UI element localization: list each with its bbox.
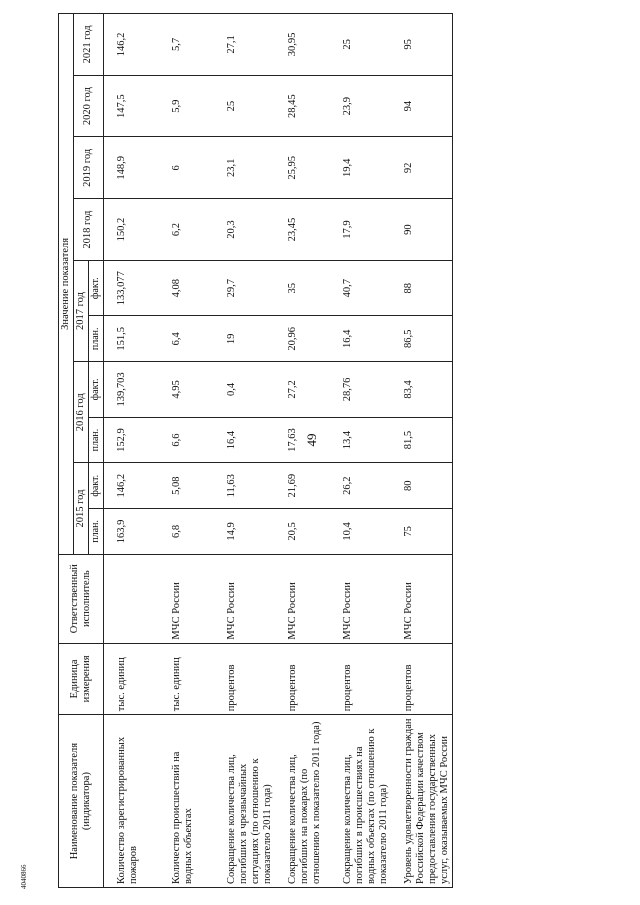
cell-p2016: 81,5: [391, 417, 453, 463]
cell-p2015: 6,8: [159, 509, 214, 555]
cell-unit: процентов: [391, 643, 453, 715]
cell-p2015: 75: [391, 509, 453, 555]
cell-f2017: 35: [275, 260, 330, 316]
cell-v2021: 5,7: [159, 14, 214, 76]
header-fact: факт.: [89, 260, 104, 316]
cell-name: Сокращение количества лиц, погибших в чрезвычайных ситуациях (по отношению к показателю 2011 года): [214, 715, 275, 888]
table-row: [330, 14, 391, 888]
cell-f2015: 11,63: [214, 463, 275, 509]
table-row: [103, 14, 159, 888]
cell-f2016: 4,95: [159, 362, 214, 418]
cell-p2016: 6,6: [159, 417, 214, 463]
header-2019: 2019 год: [74, 137, 104, 199]
cell-responsible: МЧС России: [159, 554, 214, 643]
header-unit: Единица измерения: [59, 643, 104, 715]
cell-v2019: 23,1: [214, 137, 275, 199]
cell-v2021: 95: [391, 14, 453, 76]
header-fact: факт.: [89, 362, 104, 418]
cell-name: Количество происшествий на водных объектах: [159, 715, 214, 888]
cell-p2017: 151,5: [103, 316, 159, 362]
table-row: [159, 14, 214, 888]
cell-p2015: 163,9: [103, 509, 159, 555]
cell-p2016: 17,63: [275, 417, 330, 463]
cell-f2017: 88: [391, 260, 453, 316]
table-row: [391, 14, 453, 888]
cell-responsible: МЧС России: [330, 554, 391, 643]
cell-f2015: 21,69: [275, 463, 330, 509]
cell-f2016: 28,76: [330, 362, 391, 418]
cell-p2017: 16,4: [330, 316, 391, 362]
cell-v2019: 25,95: [275, 137, 330, 199]
cell-v2020: 25: [214, 75, 275, 137]
cell-p2017: 6,4: [159, 316, 214, 362]
header-2017: 2017 год: [74, 260, 89, 361]
header-responsible: Ответственный исполнитель: [59, 554, 104, 643]
cell-name: Уровень удовлетворенности граждан Российской Федерации качеством предоставления государственных услуг, оказываемых МЧС России: [391, 715, 453, 888]
cell-f2017: 40,7: [330, 260, 391, 316]
cell-v2018: 150,2: [103, 199, 159, 261]
cell-name: Сокращение количества лиц, погибших в происшествиях на водных объектах (по отношению к показателю 2011 года): [330, 715, 391, 888]
cell-responsible: [103, 554, 159, 643]
cell-responsible: МЧС России: [391, 554, 453, 643]
cell-v2020: 23,9: [330, 75, 391, 137]
cell-v2019: 6: [159, 137, 214, 199]
cell-unit: процентов: [214, 643, 275, 715]
cell-responsible: МЧС России: [214, 554, 275, 643]
cell-f2015: 146,2: [103, 463, 159, 509]
cell-v2019: 92: [391, 137, 453, 199]
cell-responsible: МЧС России: [275, 554, 330, 643]
cell-p2015: 20,5: [275, 509, 330, 555]
cell-p2015: 14,9: [214, 509, 275, 555]
cell-v2021: 146,2: [103, 14, 159, 76]
cell-v2019: 148,9: [103, 137, 159, 199]
cell-f2017: 29,7: [214, 260, 275, 316]
cell-f2015: 5,08: [159, 463, 214, 509]
cell-v2018: 6,2: [159, 199, 214, 261]
cell-v2018: 20,3: [214, 199, 275, 261]
cell-v2018: 90: [391, 199, 453, 261]
cell-f2016: 0,4: [214, 362, 275, 418]
header-plan: план.: [89, 316, 104, 362]
cell-f2016: 83,4: [391, 362, 453, 418]
footer-code: 4040866: [20, 864, 28, 889]
cell-f2017: 4,08: [159, 260, 214, 316]
cell-v2018: 17,9: [330, 199, 391, 261]
cell-v2021: 30,95: [275, 14, 330, 76]
header-2015: 2015 год: [74, 463, 89, 554]
cell-p2017: 19: [214, 316, 275, 362]
cell-v2020: 5,9: [159, 75, 214, 137]
cell-p2015: 10,4: [330, 509, 391, 555]
cell-p2017: 86,5: [391, 316, 453, 362]
cell-v2020: 94: [391, 75, 453, 137]
header-2016: 2016 год: [74, 362, 89, 463]
cell-name: Количество зарегистрированных пожаров: [103, 715, 159, 888]
cell-f2016: 139,703: [103, 362, 159, 418]
indicators-table: [58, 13, 453, 888]
page-number: 49: [304, 433, 319, 447]
cell-unit: процентов: [330, 643, 391, 715]
cell-f2015: 80: [391, 463, 453, 509]
cell-unit: тыс. единиц: [103, 643, 159, 715]
cell-p2017: 20,96: [275, 316, 330, 362]
cell-p2016: 152,9: [103, 417, 159, 463]
header-2020: 2020 год: [74, 75, 104, 137]
header-fact: факт.: [89, 463, 104, 509]
cell-v2020: 147,5: [103, 75, 159, 137]
cell-p2016: 13,4: [330, 417, 391, 463]
table-row: [214, 14, 275, 888]
cell-f2016: 27,2: [275, 362, 330, 418]
cell-f2017: 133,077: [103, 260, 159, 316]
cell-name: Сокращение количества лиц, погибших на пожарах (по отношению к показателю 2011 года): [275, 715, 330, 888]
header-2021: 2021 год: [74, 14, 104, 76]
header-plan: план.: [89, 417, 104, 463]
table-body: [103, 14, 453, 888]
cell-unit: тыс. единиц: [159, 643, 214, 715]
table-row: [275, 14, 330, 888]
cell-v2018: 23,45: [275, 199, 330, 261]
cell-v2020: 28,45: [275, 75, 330, 137]
cell-unit: процентов: [275, 643, 330, 715]
header-plan: план.: [89, 509, 104, 555]
cell-p2016: 16,4: [214, 417, 275, 463]
header-2018: 2018 год: [74, 199, 104, 261]
cell-v2019: 19,4: [330, 137, 391, 199]
cell-v2021: 27,1: [214, 14, 275, 76]
indicators-table-rotated: [58, 13, 588, 888]
cell-v2021: 25: [330, 14, 391, 76]
cell-f2015: 26,2: [330, 463, 391, 509]
header-values-group: Значение показателя: [59, 14, 74, 555]
header-name: Наименование показателя (индикатора): [59, 715, 104, 888]
